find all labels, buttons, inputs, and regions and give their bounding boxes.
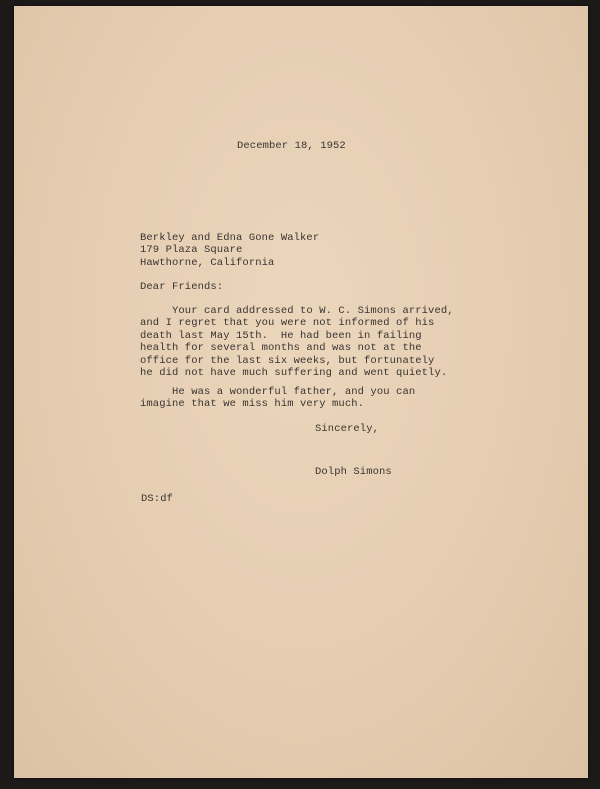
signer-name: Dolph Simons — [315, 466, 392, 478]
typist-initials: DS:df — [141, 493, 174, 505]
letter-page — [14, 6, 588, 778]
paragraph-line: Your card addressed to W. C. Simons arrived, — [140, 305, 454, 317]
recipient-address — [140, 232, 319, 269]
recipient-name: Berkley and Edna Gone Walker — [140, 232, 320, 244]
paragraph-line: and I regret that you were not informed of his — [140, 317, 435, 330]
recipient-street: 179 Plaza Square — [140, 244, 243, 257]
paragraph-line: He was a wonderful father, and you can — [140, 386, 416, 398]
letter-date: December 18, 1952 — [237, 140, 346, 152]
body-paragraph-2 — [140, 386, 415, 411]
paragraph-line: imagine that we miss him very much. — [140, 398, 365, 411]
salutation: Dear Friends: — [140, 281, 224, 293]
recipient-city: Hawthorne, California — [140, 256, 275, 269]
paragraph-line: health for several months and was not at the — [140, 342, 422, 355]
body-paragraph-1 — [140, 305, 454, 379]
paragraph-line: he did not have much suffering and went quietly. — [140, 367, 448, 380]
closing: Sincerely, — [315, 423, 380, 435]
paragraph-line: office for the last six weeks, but fortunately — [140, 354, 435, 367]
paragraph-line: death last May 15th. He had been in failing — [140, 329, 422, 342]
